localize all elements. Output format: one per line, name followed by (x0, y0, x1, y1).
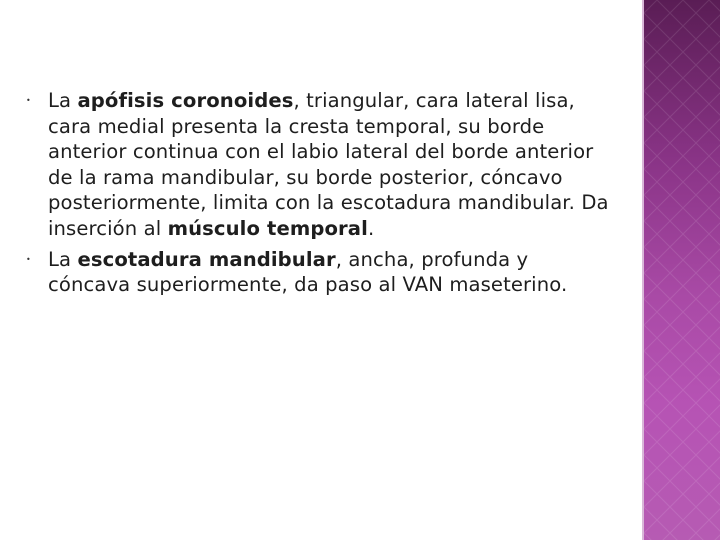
text-segment: . (367, 216, 375, 240)
text-segment: , ancha, profunda y cóncava superiormente, da paso al VAN maseterino. (48, 247, 568, 297)
bold-term-escotadura-mandibular: escotadura mandibular (77, 247, 336, 271)
text-segment: La (48, 89, 78, 112)
text-segment: , triangular, cara lateral lisa, cara medial presenta la cresta temporal, su borde anterior continua con el labio lateral del borde anterior de la rama mandibular, su borde posterior, cóncavo posteriormente, limita con la escotadura mandibular. Da inserción al (48, 89, 609, 240)
text-segment: La (48, 247, 78, 271)
dot-bullet-icon: • (26, 254, 31, 264)
bullet-item-1 (24, 88, 614, 242)
decorative-side-panel (642, 0, 720, 540)
bullet-text-1 (48, 88, 614, 242)
bold-term-musculo-temporal: músculo temporal (167, 216, 368, 240)
dot-bullet-icon: • (26, 96, 31, 105)
bold-term-apofisis-coronoides: apófisis coronoides (77, 89, 294, 112)
bullet-text-2 (48, 247, 614, 298)
slide-body (24, 88, 614, 303)
diamond-pattern (644, 0, 720, 540)
bullet-item-2 (24, 247, 614, 298)
